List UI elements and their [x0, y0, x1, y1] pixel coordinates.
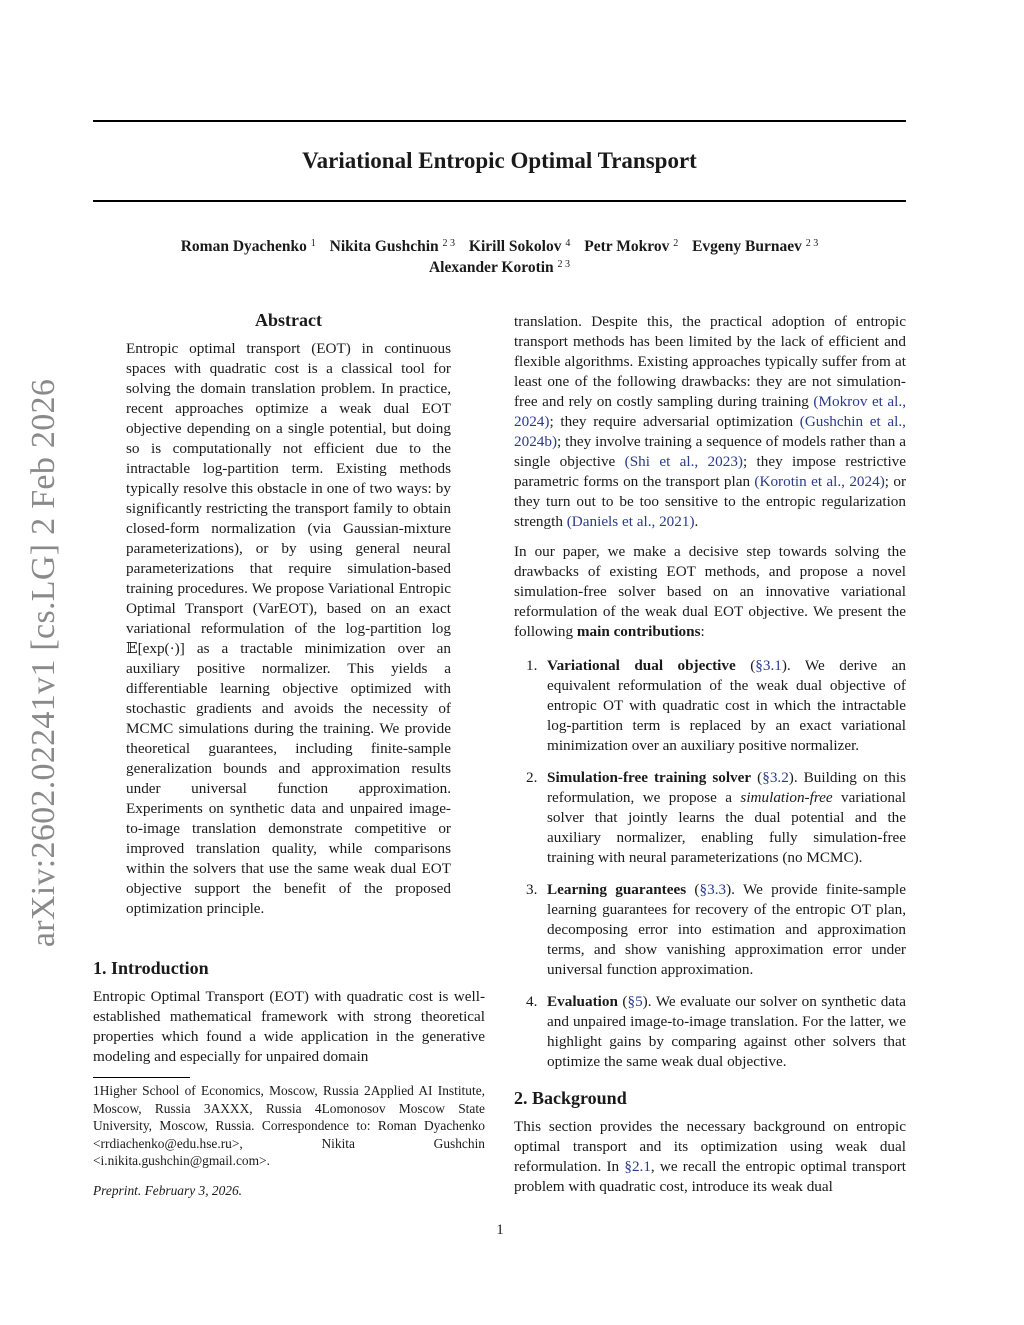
introduction-heading: 1. Introduction: [93, 958, 209, 978]
section-ref-link[interactable]: §5: [627, 993, 643, 1010]
citation-link[interactable]: (Mokrov et al., 2024): [514, 393, 906, 430]
section-ref-link[interactable]: §3.2: [762, 769, 789, 786]
author-list-line1: [93, 237, 906, 257]
citation-link[interactable]: (Daniels et al., 2021): [566, 513, 695, 530]
title-top-rule: [93, 120, 906, 122]
citation-link[interactable]: (Korotin et al., 2024): [754, 473, 885, 490]
citation-link[interactable]: (Shi et al., 2023): [624, 453, 743, 470]
list-item: 3. Learning guarantees (§3.3). We provide finite-sample learning guarantees for recovery of the entropic OT plan, decomposing error into estimation and approximation terms, and show vanishing approximation error under universal function approximation.: [526, 881, 907, 978]
list-item: 4. Evaluation (§5). We evaluate our solver on synthetic data and unpaired image-to-image translation. For the latter, we highlight gains by comparing against other solvers that optimize the same weak dual objective.: [526, 993, 906, 1070]
section-ref-link[interactable]: §3.1: [755, 657, 782, 674]
citation-link[interactable]: (Gushchin et al., 2024b): [514, 413, 906, 450]
abstract-section: [126, 310, 451, 919]
title-bottom-rule: [93, 200, 906, 202]
author: Petr Mokrov $^2$: [584, 238, 679, 255]
author: Kirill Sokolov $^4$: [468, 238, 571, 255]
abstract-heading: Abstract: [255, 310, 322, 330]
author: Nikita Gushchin $^{2 3}$: [329, 238, 456, 255]
author: Alexander Korotin $^{2 3}$: [428, 259, 571, 276]
author-list-line2: [93, 258, 906, 278]
section-ref-link[interactable]: §2.1: [624, 1158, 651, 1175]
section-ref-link[interactable]: §3.3: [699, 881, 727, 898]
abstract-text: Entropic optimal transport (EOT) in continuous spaces with quadratic cost is a classical tool for solving the domain translation problem. In practice, recent approaches optimize a weak dual EOT objective depending on a single potential, but doing so is computationally not efficient due to the intractable log-partition term. Existing methods typically resolve this obstacle in one of two ways: by significantly restricting the transport family to obtain closed-form normalization (via Gaussian-mixture parameterizations), or by using general neural parameterizations that require simulation-based training procedures. We propose Variational Entropic Optimal Transport (VarEOT), based on an exact variational reformulation of the log-partition log 𝔼[exp(·)] as a tractable minimization over an auxiliary positive normalizer. This yields a differentiable learning objective optimized with stochastic gradients and avoids the necessity of MCMC simulations during the training. We provide theoretical guarantees, including finite-sample generalization bounds and approximation results under universal function approximation. Experiments on synthetic data and unpaired image-to-image translation demonstrate competitive or improved translation quality, while comparisons within the solvers that use the same weak dual EOT objective support the benefit of the proposed optimization principle.: [126, 340, 451, 917]
affiliation-footnote: 1Higher School of Economics, Moscow, Russia 2Applied AI Institute, Moscow, Russia 3AXXX, Russia 4Lomonosov Moscow State University, Moscow, Russia. Correspondence to: Roman Dyachenko <rrdiachenko@edu.hse.ru>, Nikita Gushchin <i.nikita.gushchin@gmail.com>.: [93, 1083, 485, 1169]
background-heading: 2. Background: [514, 1088, 627, 1108]
background-text: This section provides the necessary background on entropic optimal transport and its optimization using weak dual reformulation. In §2.1, we recall the entropic optimal transport problem with quadratic cost, introduce its weak dual: [514, 1118, 906, 1195]
preprint-date: Preprint. February 3, 2026.: [93, 1183, 243, 1198]
introduction-section: [93, 958, 485, 1067]
page-number: 1: [496, 1222, 504, 1238]
paper-title: Variational Entropic Optimal Transport: [302, 148, 697, 173]
footnote-rule: [93, 1077, 190, 1078]
arxiv-identifier: arXiv:2602.02241v1 [cs.LG] 2 Feb 2026: [25, 378, 62, 948]
list-item: 2. Simulation-free training solver (§3.2). Building on this reformulation, we propose a simulation-free variational solver that jointly learns the dual potential and the auxiliary normalizer, enabling fully simulation-free training with neural parameterizations (no MCMC).: [526, 769, 907, 866]
introduction-text: Entropic Optimal Transport (EOT) with quadratic cost is well-established mathematical framework with strong theoretical properties which found a wide application in the generative modeling and especially for unpaired domain: [93, 988, 485, 1065]
list-item: 1. Variational dual objective (§3.1). We derive an equivalent reformulation of the weak dual objective of entropic OT with quadratic cost in which the intractable log-partition term is replaced by an exact variational minimization over an auxiliary positive normalizer.: [526, 657, 907, 754]
author: Evgeny Burnaev $^{2 3}$: [692, 238, 819, 255]
contributions-intro: In our paper, we make a decisive step towards solving the drawbacks of existing EOT methods, and propose a novel simulation-free solver based on an innovative variational reformulation of the weak dual EOT objective. We present the following main contributions:: [514, 543, 906, 640]
author: Roman Dyachenko $^1$: [180, 238, 316, 255]
contributions-list: [514, 656, 906, 1072]
right-column: [514, 312, 906, 1197]
intro-continuation: translation. Despite this, the practical adoption of entropic transport methods has been limited by the lack of efficient and flexible algorithms. Existing approaches typically suffer from at least one of the following drawbacks: they are not simulation-free and rely on costly sampling during training (Mokrov et al., 2024); they require adversarial optimization (Gushchin et al., 2024b); they involve training a sequence of models rather than a single objective (Shi et al., 2023); they impose restrictive parametric forms on the transport plan (Korotin et al., 2024); or they turn out to be too sensitive to the entropic regularization strength (Daniels et al., 2021).: [514, 313, 906, 530]
